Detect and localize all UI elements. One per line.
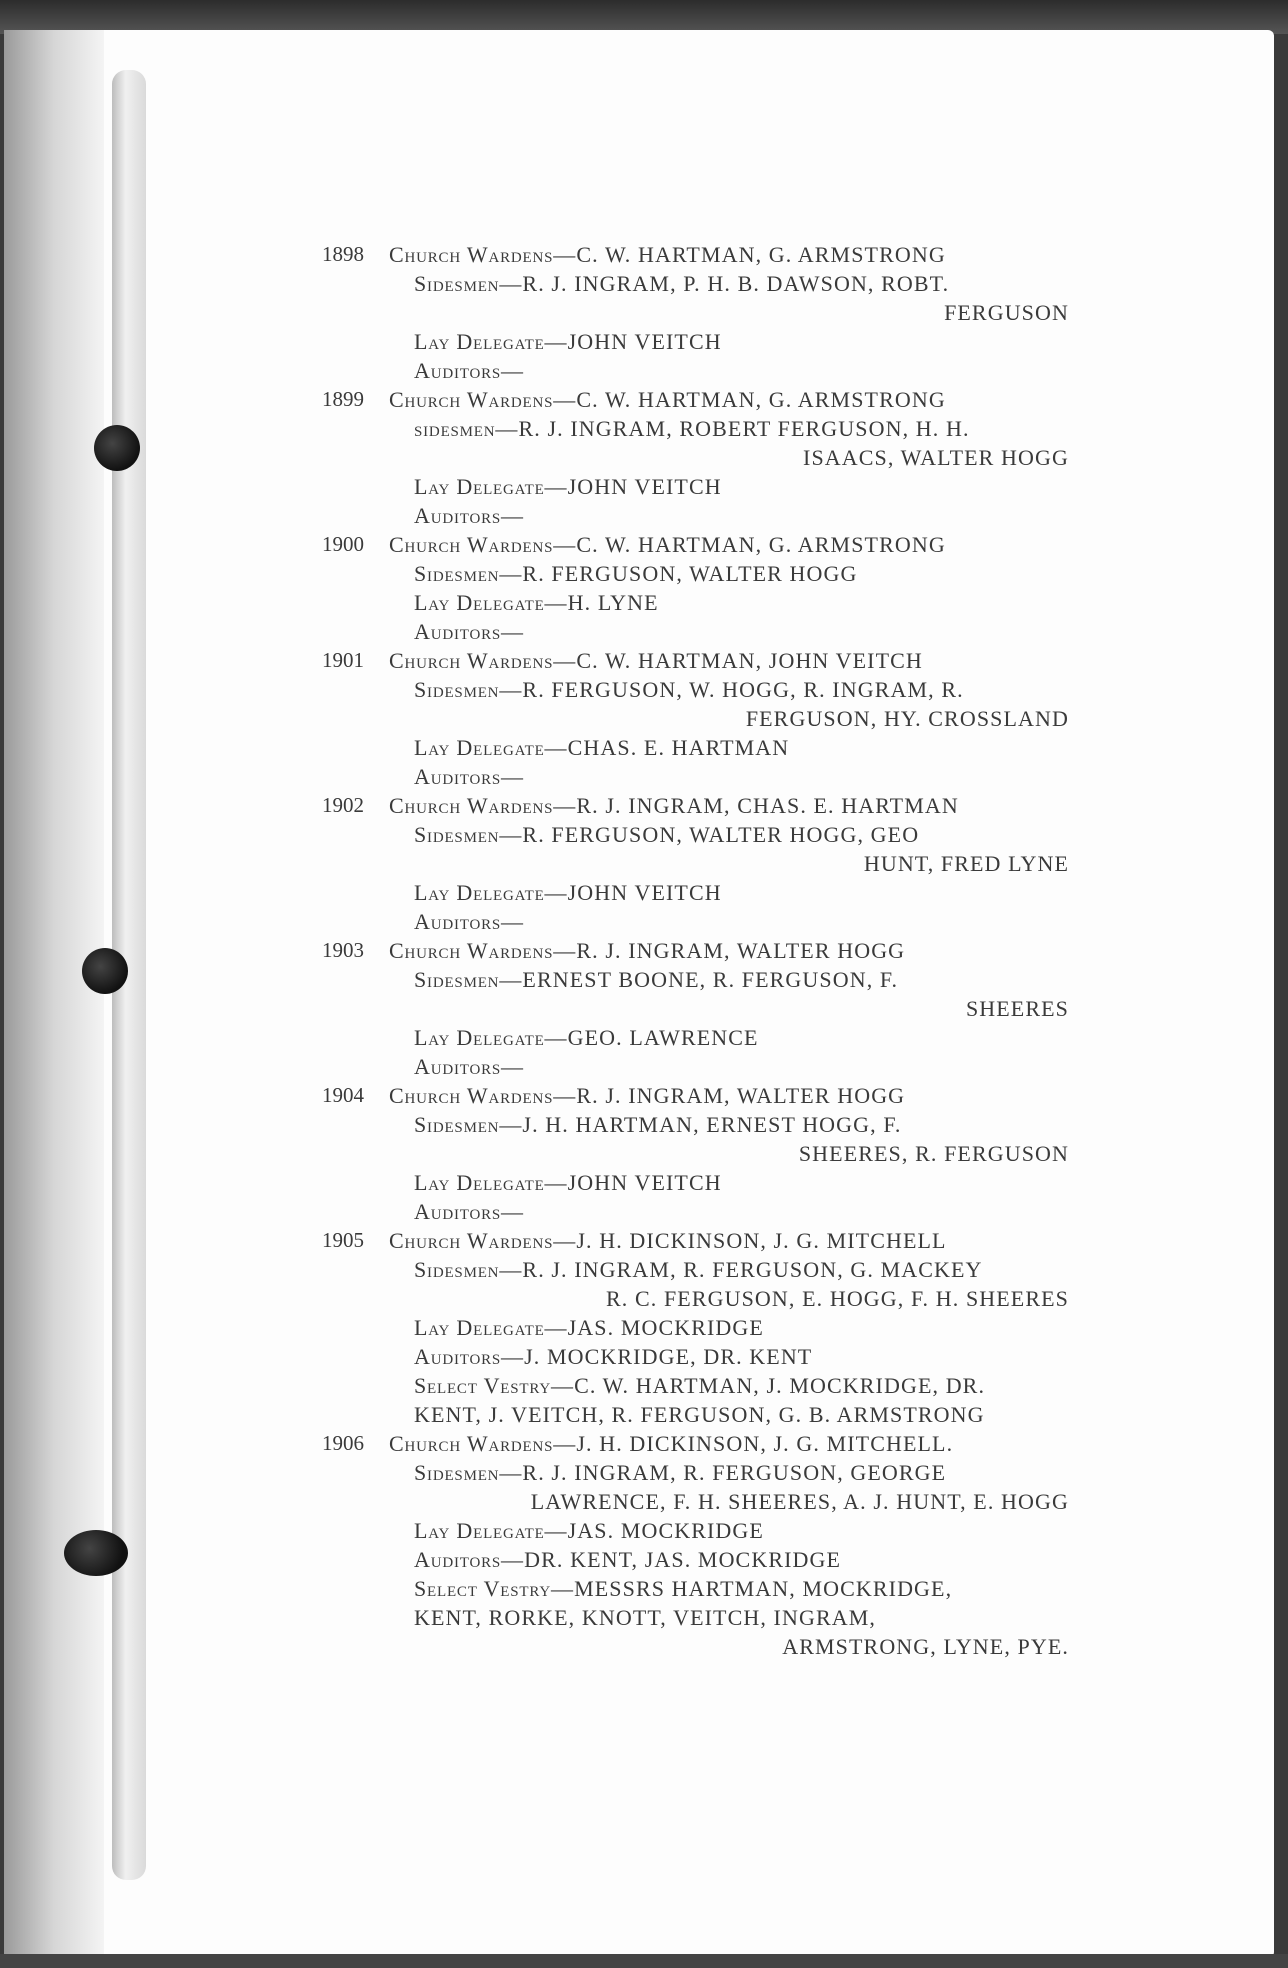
- book-page: [4, 30, 1274, 1958]
- church-wardens-value: R. J. INGRAM, WALTER HOGG: [576, 938, 906, 963]
- year-entry-1899: 1899 Church Wardens—C. W. HARTMAN, G. ARMSTRONG sidesmen—R. J. INGRAM, ROBERT FERGUSON, H. H. ISAACS, WALTER HOGG Lay Delegate—JOHN VEITCH Auditors—: [322, 387, 1069, 528]
- sidesmen-value: R. FERGUSON, WALTER HOGG: [522, 561, 858, 586]
- lay-delegate-value: JAS. MOCKRIDGE: [567, 1315, 764, 1340]
- church-wardens-label: Church Wardens: [389, 793, 554, 818]
- sidesmen-label: Sidesmen: [414, 822, 500, 847]
- sidesmen-value-cont: LAWRENCE, F. H. SHEERES, A. J. HUNT, E. HOGG: [530, 1489, 1069, 1514]
- church-wardens-value: C. W. HARTMAN, G. ARMSTRONG: [576, 242, 946, 267]
- auditors-label: Auditors: [414, 1199, 502, 1224]
- sidesmen-value: J. H. HARTMAN, ERNEST HOGG, F.: [522, 1112, 902, 1137]
- church-wardens-label: Church Wardens: [389, 938, 554, 963]
- sidesmen-value: R. J. INGRAM, R. FERGUSON, G. MACKEY: [522, 1257, 983, 1282]
- sidesmen-label: Sidesmen: [414, 1460, 500, 1485]
- sidesmen-value-cont: ISAACS, WALTER HOGG: [803, 445, 1069, 470]
- page-gutter: [4, 30, 104, 1958]
- sidesmen-value: R. J. INGRAM, P. H. B. DAWSON, ROBT.: [522, 271, 950, 296]
- church-wardens-value: R. J. INGRAM, CHAS. E. HARTMAN: [576, 793, 959, 818]
- lay-delegate-label: Lay Delegate: [414, 329, 545, 354]
- year-number: 1899: [322, 387, 364, 411]
- sidesmen-value: R. FERGUSON, WALTER HOGG, GEO: [522, 822, 920, 847]
- auditors-value: DR. KENT, JAS. MOCKRIDGE: [524, 1547, 842, 1572]
- sidesmen-value: R. FERGUSON, W. HOGG, R. INGRAM, R.: [522, 677, 964, 702]
- sidesmen-label: Sidesmen: [414, 967, 500, 992]
- lay-delegate-value: JAS. MOCKRIDGE: [567, 1518, 764, 1543]
- year-entry-1903: 1903 Church Wardens—R. J. INGRAM, WALTER HOGG Sidesmen—ERNEST BOONE, R. FERGUSON, F. SHEERES Lay Delegate—GEO. LAWRENCE Auditors—: [322, 938, 1069, 1079]
- church-wardens-label: Church Wardens: [389, 387, 554, 412]
- church-wardens-label: Church Wardens: [389, 1431, 554, 1456]
- church-wardens-label: Church Wardens: [389, 1083, 554, 1108]
- binding-thread-knot: [94, 425, 140, 471]
- auditors-label: Auditors: [414, 764, 502, 789]
- lay-delegate-label: Lay Delegate: [414, 1518, 545, 1543]
- year-entry-1898: 1898 Church Wardens—C. W. HARTMAN, G. ARMSTRONG Sidesmen—R. J. INGRAM, P. H. B. DAWSON, ROBT. FERGUSON Lay Delegate—JOHN VEITCH Auditors—: [322, 242, 1069, 383]
- scan-bottom-edge: [0, 1954, 1288, 1968]
- church-wardens-label: Church Wardens: [389, 532, 554, 557]
- sidesmen-value-cont: SHEERES, R. FERGUSON: [798, 1141, 1069, 1166]
- lay-delegate-label: Lay Delegate: [414, 1170, 545, 1195]
- auditors-label: Auditors: [414, 503, 502, 528]
- year-number: 1898: [322, 242, 364, 266]
- auditors-label: Auditors: [414, 1054, 502, 1079]
- lay-delegate-label: Lay Delegate: [414, 880, 545, 905]
- lay-delegate-value: JOHN VEITCH: [567, 329, 722, 354]
- auditors-label: Auditors: [414, 619, 502, 644]
- church-wardens-value: C. W. HARTMAN, JOHN VEITCH: [576, 648, 923, 673]
- lay-delegate-value: H. LYNE: [567, 590, 659, 615]
- year-entry-1905: 1905 Church Wardens—J. H. DICKINSON, J. G. MITCHELL Sidesmen—R. J. INGRAM, R. FERGUSON, G. MACKEY R. C. FERGUSON, E. HOGG, F. H. SHEERES Lay Delegate—JAS. MOCKRIDGE Auditors—J. MOCKRIDGE, DR. KENT Select Vestry—C. W. HARTMAN, J. MOCKRIDGE, DR. KENT, J. VEITCH, R. FERGUSON, G. B. ARMSTRONG: [322, 1228, 1069, 1427]
- sidesmen-value-cont: HUNT, FRED LYNE: [863, 851, 1069, 876]
- auditors-label: Auditors: [414, 909, 502, 934]
- church-wardens-value: J. H. DICKINSON, J. G. MITCHELL.: [576, 1431, 954, 1456]
- sidesmen-value-cont: FERGUSON, HY. CROSSLAND: [745, 706, 1069, 731]
- church-wardens-value: C. W. HARTMAN, G. ARMSTRONG: [576, 532, 946, 557]
- church-wardens-label: Church Wardens: [389, 648, 554, 673]
- year-number: 1901: [322, 648, 364, 672]
- lay-delegate-value: GEO. LAWRENCE: [567, 1025, 759, 1050]
- church-wardens-value: C. W. HARTMAN, G. ARMSTRONG: [576, 387, 946, 412]
- sidesmen-label: Sidesmen: [414, 1257, 500, 1282]
- vestry-officers-ledger: [304, 240, 1079, 1661]
- sidesmen-label: Sidesmen: [414, 1112, 500, 1137]
- sidesmen-value-cont: FERGUSON: [944, 300, 1069, 325]
- year-entry-1901: 1901 Church Wardens—C. W. HARTMAN, JOHN VEITCH Sidesmen—R. FERGUSON, W. HOGG, R. INGRAM, R. FERGUSON, HY. CROSSLAND Lay Delegate—CHAS. E. HARTMAN Auditors—: [322, 648, 1069, 789]
- year-number: 1904: [322, 1083, 364, 1107]
- lay-delegate-label: Lay Delegate: [414, 1315, 545, 1340]
- select-vestry-label: Select Vestry: [414, 1373, 551, 1398]
- sidesmen-value: ERNEST BOONE, R. FERGUSON, F.: [522, 967, 899, 992]
- sidesmen-value-cont: R. C. FERGUSON, E. HOGG, F. H. SHEERES: [606, 1286, 1069, 1311]
- sidesmen-value: R. J. INGRAM, R. FERGUSON, GEORGE: [522, 1460, 947, 1485]
- sidesmen-label: Sidesmen: [414, 561, 500, 586]
- lay-delegate-label: Lay Delegate: [414, 474, 545, 499]
- year-number: 1905: [322, 1228, 364, 1252]
- year-number: 1900: [322, 532, 364, 556]
- church-wardens-label: Church Wardens: [389, 242, 554, 267]
- select-vestry-value-cont: KENT, RORKE, KNOTT, VEITCH, INGRAM,: [414, 1605, 876, 1630]
- sidesmen-value: R. J. INGRAM, ROBERT FERGUSON, H. H.: [518, 416, 970, 441]
- year-number: 1902: [322, 793, 364, 817]
- lay-delegate-value: JOHN VEITCH: [567, 474, 722, 499]
- select-vestry-value: C. W. HARTMAN, J. MOCKRIDGE, DR.: [574, 1373, 986, 1398]
- lay-delegate-label: Lay Delegate: [414, 1025, 545, 1050]
- year-entry-1902: 1902 Church Wardens—R. J. INGRAM, CHAS. E. HARTMAN Sidesmen—R. FERGUSON, WALTER HOGG, GEO HUNT, FRED LYNE Lay Delegate—JOHN VEITCH Auditors—: [322, 793, 1069, 934]
- sidesmen-label: Sidesmen: [414, 677, 500, 702]
- sidesmen-label: sidesmen: [414, 416, 496, 441]
- lay-delegate-value: JOHN VEITCH: [567, 880, 722, 905]
- church-wardens-label: Church Wardens: [389, 1228, 554, 1253]
- select-vestry-value-cont: ARMSTRONG, LYNE, PYE.: [782, 1634, 1069, 1659]
- lay-delegate-value: JOHN VEITCH: [567, 1170, 722, 1195]
- select-vestry-value: MESSRS HARTMAN, MOCKRIDGE,: [574, 1576, 953, 1601]
- church-wardens-value: R. J. INGRAM, WALTER HOGG: [576, 1083, 906, 1108]
- auditors-value: J. MOCKRIDGE, DR. KENT: [524, 1344, 813, 1369]
- auditors-label: Auditors: [414, 1344, 502, 1369]
- lay-delegate-label: Lay Delegate: [414, 735, 545, 760]
- year-number: 1906: [322, 1431, 364, 1455]
- binding-thread-knot: [82, 948, 128, 994]
- year-number: 1903: [322, 938, 364, 962]
- auditors-label: Auditors: [414, 358, 502, 383]
- lay-delegate-label: Lay Delegate: [414, 590, 545, 615]
- sidesmen-label: Sidesmen: [414, 271, 500, 296]
- year-entry-1904: 1904 Church Wardens—R. J. INGRAM, WALTER HOGG Sidesmen—J. H. HARTMAN, ERNEST HOGG, F. SHEERES, R. FERGUSON Lay Delegate—JOHN VEITCH Auditors—: [322, 1083, 1069, 1224]
- year-entry-1906: 1906 Church Wardens—J. H. DICKINSON, J. G. MITCHELL. Sidesmen—R. J. INGRAM, R. FERGUSON, GEORGE LAWRENCE, F. H. SHEERES, A. J. HUNT, E. HOGG Lay Delegate—JAS. MOCKRIDGE Auditors—DR. KENT, JAS. MOCKRIDGE Select Vestry—MESSRS HARTMAN, MOCKRIDGE, KENT, RORKE, KNOTT, VEITCH, INGRAM, ARMSTRONG, LYNE, PYE.: [322, 1431, 1069, 1659]
- binding-thread-knot: [64, 1530, 128, 1576]
- sidesmen-value-cont: SHEERES: [965, 996, 1069, 1021]
- auditors-label: Auditors: [414, 1547, 502, 1572]
- select-vestry-label: Select Vestry: [414, 1576, 551, 1601]
- church-wardens-value: J. H. DICKINSON, J. G. MITCHELL: [576, 1228, 947, 1253]
- year-entry-1900: 1900 Church Wardens—C. W. HARTMAN, G. ARMSTRONG Sidesmen—R. FERGUSON, WALTER HOGG Lay Delegate—H. LYNE Auditors—: [322, 532, 946, 644]
- lay-delegate-value: CHAS. E. HARTMAN: [567, 735, 790, 760]
- select-vestry-value-cont: KENT, J. VEITCH, R. FERGUSON, G. B. ARMSTRONG: [414, 1402, 985, 1427]
- scan-top-edge: [0, 0, 1288, 34]
